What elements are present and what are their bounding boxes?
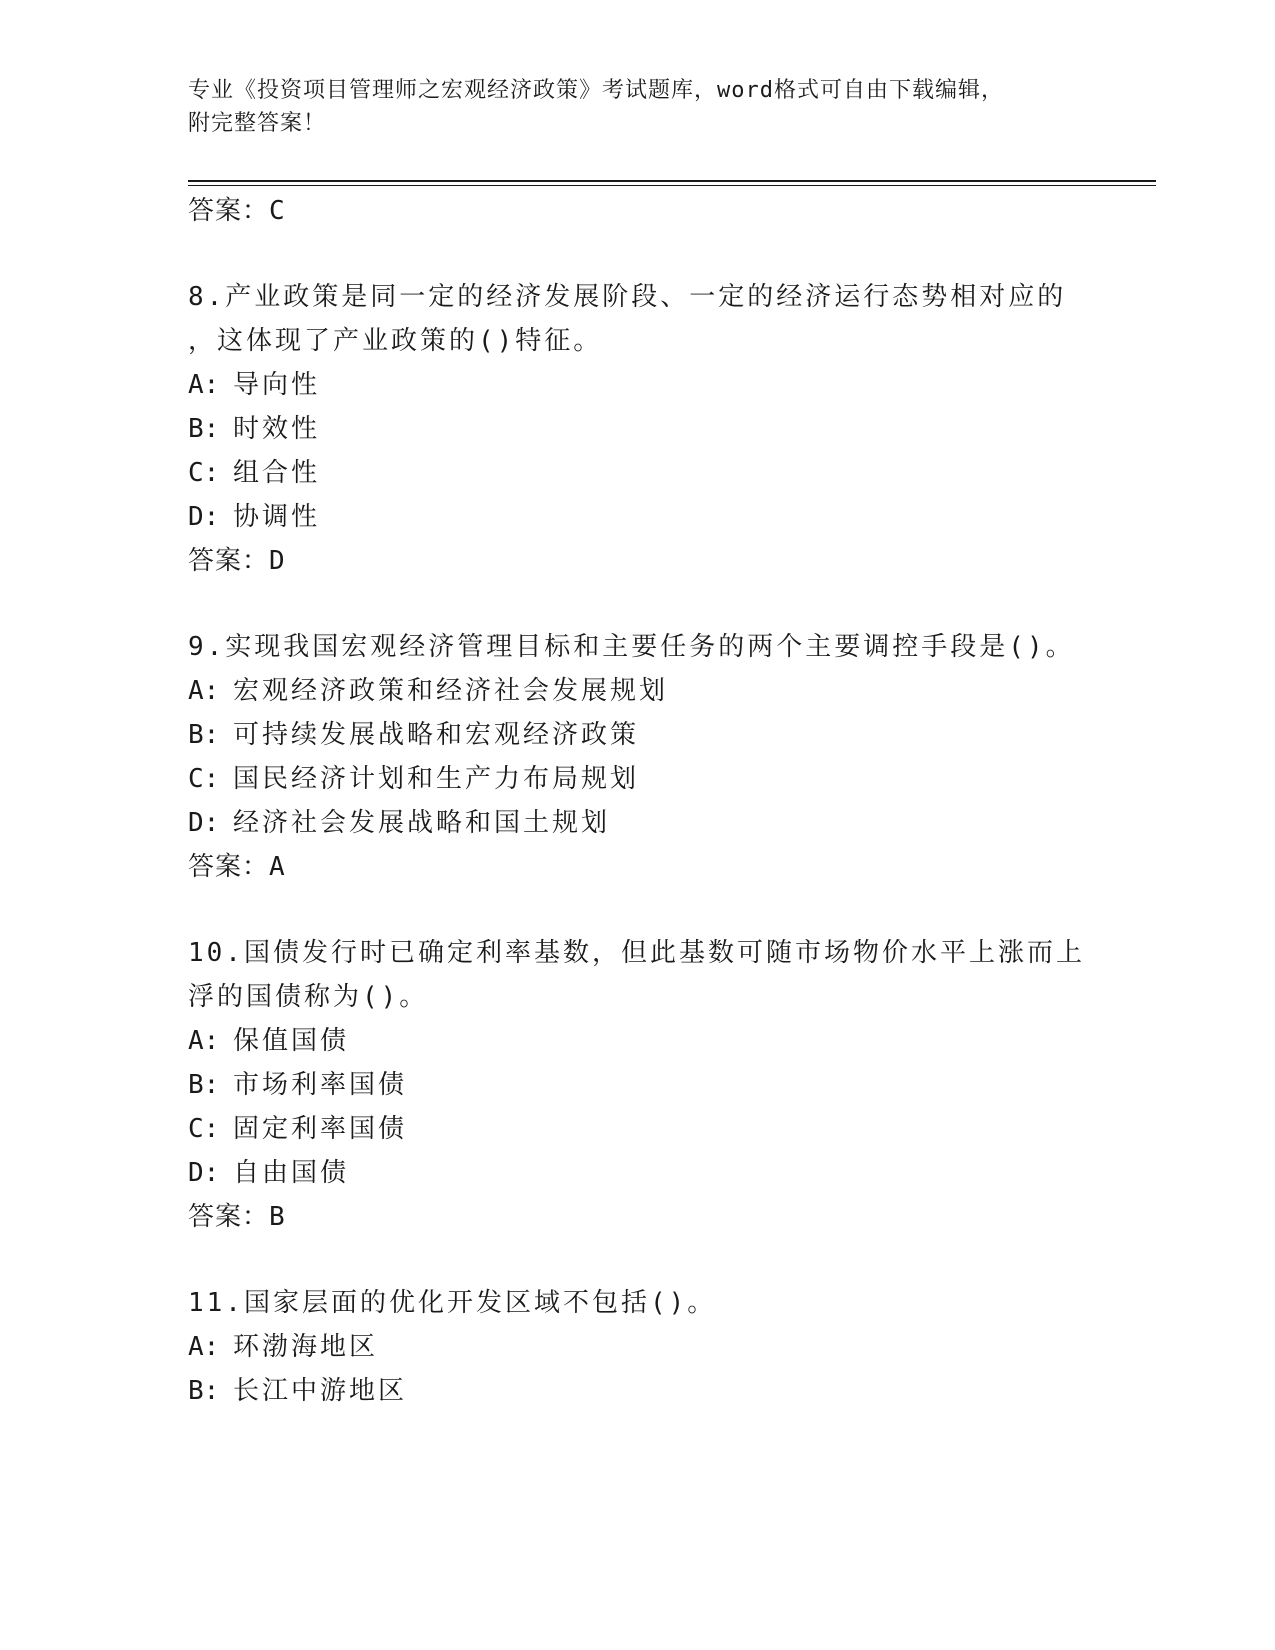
option-key: D: [188, 808, 220, 838]
answer-label: 答案： [188, 546, 270, 576]
answer-value: D [269, 546, 285, 576]
header-line-2: 附完整答案！ [188, 111, 327, 136]
question-stem: ，这体现了产业政策的()特征。 [188, 326, 603, 356]
question-stem: 10.国债发行时已确定利率基数，但此基数可随市场物价水平上涨而上 [188, 938, 1085, 968]
option-item [188, 1108, 407, 1145]
header-divider [188, 180, 1156, 182]
header-line-1: 专业《投资项目管理师之宏观经济政策》考试题库，word格式可自由下载编辑， [188, 78, 1004, 103]
option-item [188, 452, 320, 489]
answer-line [188, 846, 285, 883]
option-key: A: [188, 676, 220, 706]
option-key: B: [188, 414, 220, 444]
answer-label: 答案： [188, 1202, 270, 1232]
option-text: 长江中游地区 [233, 1376, 408, 1406]
option-item [188, 1326, 378, 1363]
question-stem: 浮的国债称为()。 [188, 982, 429, 1012]
answer-label: 答案： [188, 852, 270, 882]
option-item [188, 1370, 407, 1407]
option-text: 保值国债 [233, 1026, 350, 1056]
option-text: 协调性 [233, 502, 321, 532]
option-key: A: [188, 1332, 220, 1362]
option-key: D: [188, 1158, 220, 1188]
option-item [188, 496, 320, 533]
option-item [188, 758, 639, 795]
answer-line [188, 1196, 285, 1233]
option-item [188, 802, 610, 839]
option-key: B: [188, 1070, 220, 1100]
answer-label: 答案： [188, 196, 270, 226]
option-text: 宏观经济政策和经济社会发展规划 [233, 676, 669, 706]
option-text: 固定利率国债 [233, 1114, 408, 1144]
option-key: C: [188, 458, 220, 488]
option-key: A: [188, 370, 220, 400]
option-text: 可持续发展战略和宏观经济政策 [233, 720, 640, 750]
answer-line [188, 540, 285, 577]
option-text: 导向性 [233, 370, 321, 400]
option-text: 国民经济计划和生产力布局规划 [233, 764, 640, 794]
option-key: B: [188, 720, 220, 750]
answer-line [188, 190, 285, 227]
option-text: 自由国债 [233, 1158, 350, 1188]
document-header [188, 74, 1088, 140]
option-item [188, 714, 639, 751]
option-item [188, 1064, 407, 1101]
option-text: 组合性 [233, 458, 321, 488]
option-key: A: [188, 1026, 220, 1056]
answer-value: A [269, 852, 285, 882]
question-stem: 11.国家层面的优化开发区域不包括()。 [188, 1288, 717, 1318]
answer-value: C [269, 196, 285, 226]
answer-value: B [269, 1202, 285, 1232]
option-text: 环渤海地区 [233, 1332, 379, 1362]
question-stem: 8.产业政策是同一定的经济发展阶段、一定的经济运行态势相对应的 [188, 282, 1067, 312]
option-key: D: [188, 502, 220, 532]
option-item [188, 670, 668, 707]
option-key: C: [188, 1114, 220, 1144]
option-text: 市场利率国债 [233, 1070, 408, 1100]
option-item [188, 408, 320, 445]
option-key: B: [188, 1376, 220, 1406]
option-text: 时效性 [233, 414, 321, 444]
option-key: C: [188, 764, 220, 794]
option-item [188, 1152, 349, 1189]
option-item [188, 364, 320, 401]
option-text: 经济社会发展战略和国土规划 [233, 808, 611, 838]
question-stem: 9.实现我国宏观经济管理目标和主要任务的两个主要调控手段是()。 [188, 632, 1075, 662]
header-divider-thin [188, 185, 1156, 186]
option-item [188, 1020, 349, 1057]
